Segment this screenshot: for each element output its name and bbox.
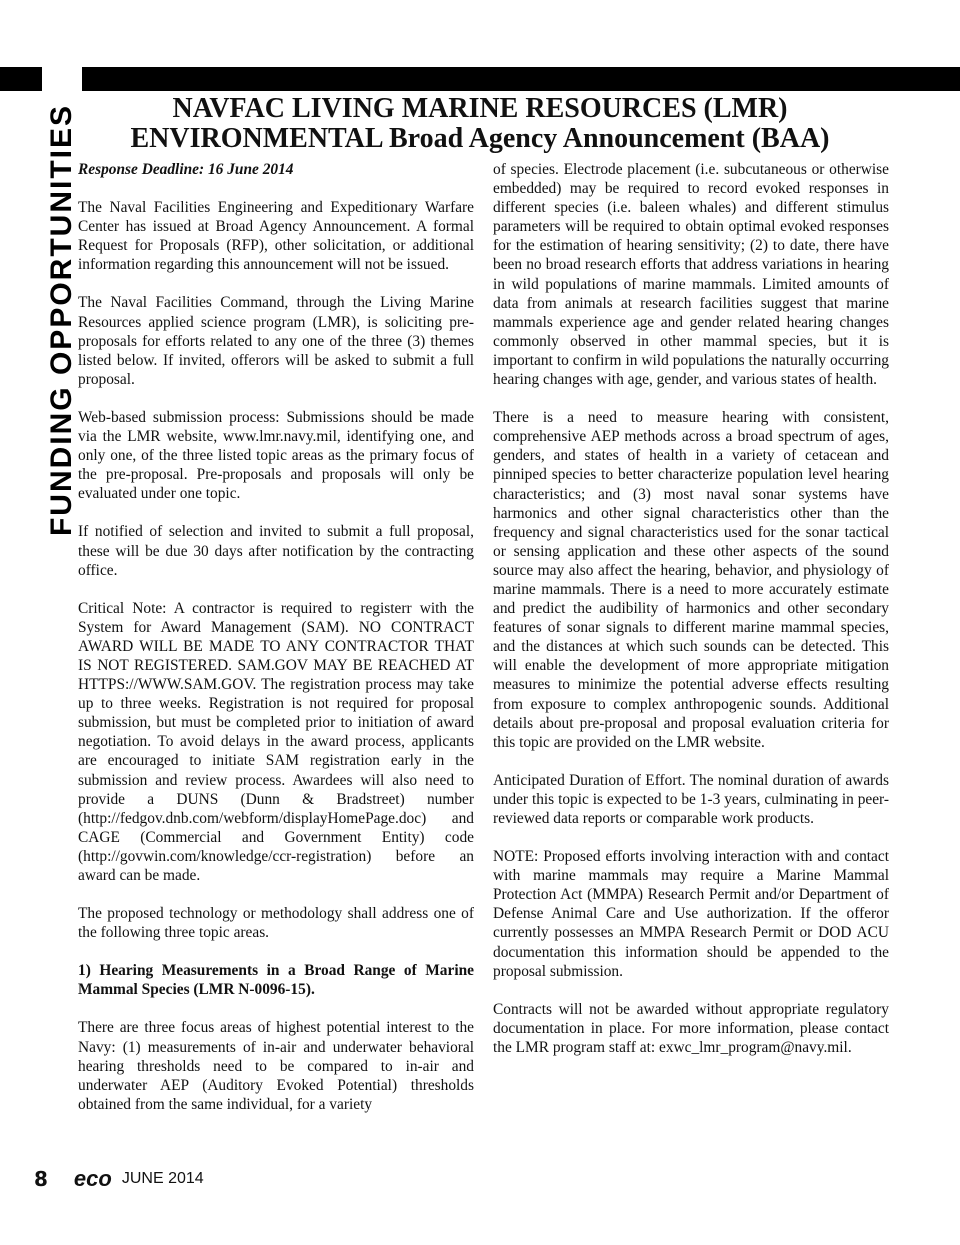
paragraph: Contracts will not be awarded without appropriate regulatory documentation in place. For more information, please contact the LMR program staff at: exwc_lmr_program@navy.mil. [493, 1000, 889, 1056]
page-footer [34, 1166, 204, 1192]
page-number: 8 [34, 1167, 48, 1191]
paragraph: Anticipated Duration of Effort. The nominal duration of awards under this topic is expected to be 1-3 years, culminating in peer-reviewed data reports or comparable work products. [493, 771, 889, 827]
paragraph: of species. Electrode placement (i.e. subcutaneous or otherwise embedded) may be required to record evoked responses in different species (i.e. baleen whales) and different stimulus parameters will be required to obtain optimal evoked responses for the estimation of hearing sensitivity; (2) to date, there have been no broad research efforts that address variations in hearing in wild populations of marine mammals. Limited amounts of data from animals at research facilities suggest that marine mammals experience age and gender related hearing changes commonly observed in other mammal species, but it is important to confirm in wild populations the naturally occurring hearing changes with age, gender, and various states of health. [493, 161, 889, 389]
paragraph: The Naval Facilities Command, through the Living Marine Resources applied science program (LMR), is soliciting pre-proposals for efforts related to any one of the three (3) themes listed below. If invited, offerors will be asked to submit a full proposal. [78, 294, 474, 388]
paragraph: Web-based submission process: Submissions should be made via the LMR website, www.lmr.navy.mil, identifying one, and only one, of the three listed topic areas as the primary focus of the pre-proposal. Pre-proposals and proposals will only be evaluated under one topic. [78, 408, 474, 503]
paragraph: NOTE: Proposed efforts involving interaction with and contact with marine mammals may require a Marine Mammal Protection Act (MMPA) Research Permit and/or Department of Defense Animal Care and Use authorization. If the offeror currently possesses an MMPA Research Permit or DOD ACU documentation this information should be appended to the proposal submission. [493, 848, 889, 980]
right-column [493, 160, 889, 1076]
paragraph: If notified of selection and invited to submit a full proposal, these will be due 30 days after notification by the contracting office. [78, 523, 474, 579]
section-label: FUNDING OPPORTUNITIES [42, 60, 82, 580]
paragraph: Critical Note: A contractor is required to registerr with the System for Award Management (SAM). NO CONTRACT AWARD WILL BE MADE TO ANY CONTRACTOR THAT IS NOT REGISTERED. SAM.GOV MAY BE REACHED AT HTTPS://WWW.SAM.GOV. The registration process may take up to three weeks. Registration is not required for proposal submission, but must be completed prior to initiation of award negotiation. To avoid delays in the award process, applicants are encouraged to initiate SAM registration early in the submission and review process. Awardees will also need to provide a DUNS (Dunn & Bradstreet) number (http://fedgov.dnb.com/webform/displayHomePage.doc) and CAGE (Commercial and Government Entity) code (http://govwin.com/knowledge/ccr-registration) before an award can be made. [78, 599, 474, 884]
paragraph: There are three focus areas of highest potential interest to the Navy: (1) measurements of in-air and underwater behavioral hearing thresholds need to be compared to in-air and underwater AEP (Auditory Evoked Potential) thresholds obtained from the same individual, for a variety [78, 1019, 474, 1113]
publication-logo: eco [73, 1166, 112, 1191]
header-bar [0, 67, 960, 91]
title-line-1: NAVFAC LIVING MARINE RESOURCES (LMR) [172, 93, 788, 124]
paragraph: There is a need to measure hearing with consistent, comprehensive AEP methods across a broad spectrum of ages, genders, and states of health in a variety of cetacean and pinniped species to better characterize population level hearing characteristics; and (3) most naval sonar systems have harmonics and other signal characteristics other than the frequency and signal characteristics used for the sonar tactical or sensing application and these other aspects of the sound source may also affect the hearing, behavior, and physiology of marine mammals. There is a need to more accurately estimate and predict the audibility of harmonics and other secondary features of sonar signals to different marine mammal species, and the distances at which such sounds can be detected. This will enable the development of more appropriate mitigation measures to minimize the potential adverse effects resulting from exposure to complex anthropogenic sounds. Additional details about pre-proposal and proposal evaluation criteria for this topic are provided on the LMR website. [493, 409, 889, 751]
issue-date: JUNE 2014 [121, 1170, 204, 1187]
title-line-2: ENVIRONMENTAL Broad Agency Announcement (BAA) [130, 123, 830, 154]
paragraph: The proposed technology or methodology shall address one of the following three topic areas. [78, 905, 474, 942]
article-title [60, 94, 900, 154]
left-column [78, 160, 474, 1133]
topic-heading: 1) Hearing Measurements in a Broad Range of Marine Mammal Species (LMR N-0096-15). [78, 962, 474, 999]
paragraph: The Naval Facilities Engineering and Expeditionary Warfare Center has issued at Broad Agency Announcement. A formal Request for Proposals (RFP), other solicitation, or additional information regarding this announcement will not be issued. [78, 199, 474, 274]
response-deadline: Response Deadline: 16 June 2014 [78, 161, 294, 178]
